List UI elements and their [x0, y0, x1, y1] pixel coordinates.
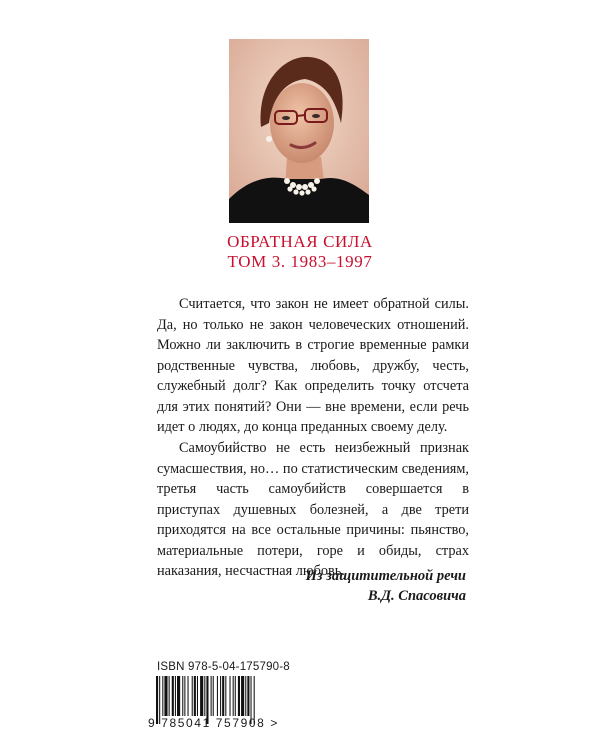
barcode-digits: 9 785041 757908 > — [148, 716, 279, 730]
paragraph-1: Считается, что закон не имеет обратной силы. Да, но только не закон человеческих отношений. Можно ли заключить в строгие временные рамки родственные чувства, любовь, дружбу, честь, служебный долг? Как определить точку отсчета для этих понятий? Они — вне времени, если речь идет о людях, до конца преданных своему делу. — [157, 296, 469, 435]
attribution-line-2: В.Д. Спасовича — [367, 588, 466, 604]
author-photo — [229, 39, 369, 223]
volume-title: ТОМ 3. 1983–1997 — [227, 252, 373, 271]
paragraph-2: Самоубийство не есть неизбежный признак сумасшествия, но… по статистическим сведениям, третья часть самоубийств совершается в приступах душевных болезней, а две трети приходятся на все остальные причины: пьянство, материальные потери, горе и обиды, страх наказания, несчастная любовь. — [157, 440, 469, 579]
isbn-label: ISBN 978-5-04-175790-8 — [157, 661, 290, 673]
attribution-line-1: Из защитительной речи — [305, 568, 466, 584]
book-title: ОБРАТНАЯ СИЛА — [227, 232, 373, 251]
